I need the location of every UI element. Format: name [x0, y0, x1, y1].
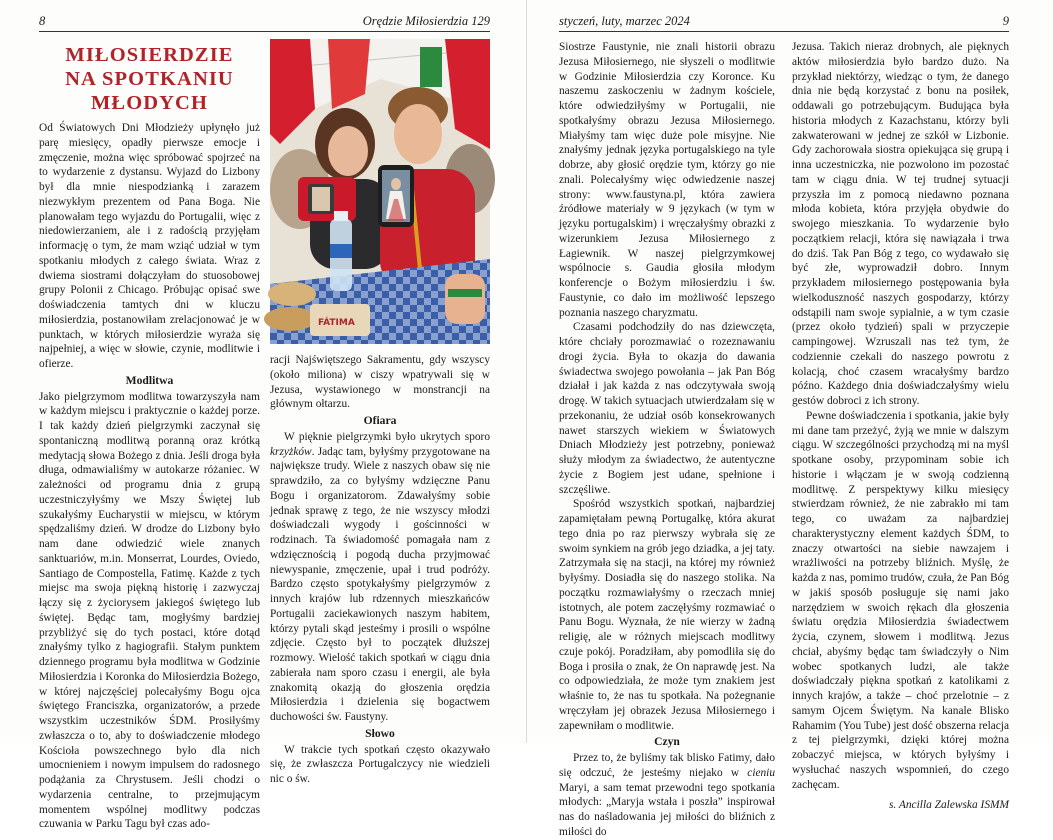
col3-paragraph-3: Spośród wszystkich spotkań, najbardziej zapamiętałam pewną Portugalkę, która akurat tego dnia po raz pierwszy wybrała się ze swoim synkiem na grób jego dziadka, a jej taty. Zatrzymała się na stacji, na której my również byłyśmy. Dosiadła się do naszego stolika. Na początku rozmawiałyśmy o rzeczach mniej istotnych, ale potem zaczęłyśmy rozmawiać o Panu Bogu. Wyznała, że nie wierzy w żadną religię, ale w różnych miejscach modlitwy czuje pokój. Poradziłam, aby pomodliła się do Boga i prosiła o znak, że On naprawdę jest. Na co odpowiedziała, że może tym znakiem jest właśnie to, że nas tu spotkała. Na pożegnanie wręczyłam jej obrazek Jezusa Miłosiernego i zapewniłam o modlitwie. — [559, 498, 776, 732]
heading-czyn: Czyn — [654, 735, 680, 749]
article-title — [39, 43, 260, 115]
col3-paragraph-2: Czasami podchodziły do nas dziewczęta, które chciały porozmawiać o rozeznawaniu drogi życia. Była to okazja do dawania świadectwa swojego powołania – jak Pan Bóg działał i jak każda z nas odczytywała swoją drogę. W takich sytuacjach utwierdzałam się w przekonaniu, że udział osób konsekrowanych nawet starszych wiekiem w Światowych Dniach Młodzieży jest potrzebny, ponieważ służy młodym za świadectwo, że autentyczne życie z Bogiem jest udane, spełnione i szczęśliwe. — [559, 321, 775, 496]
author-signature: s. Ancilla Zalewska ISMM — [888, 799, 1009, 812]
intro-paragraph: Od Światowych Dni Młodzieży upłynęło już parę miesięcy, opadły pierwsze emocje i zmęczenie, można więc spróbować spojrzeć na to wydarzenie z dystansu. Wyjazd do Lizbony był dla mnie niespodzianką i zarazem niezwykłym prezentem od Pana Boga. Nie planowałam tego wyjazdu do Portugalii, więc z niedowierzaniem, ale i z radością przyjęłam informację o tym, że mam wziąć udział w tym spotkaniu młodych z całego świata. Wraz z dwiema siostrami dołączyłam do stuosobowej grupy Polonii z Chicago. Próbując opisać swe doświadczenia tamtych dni w kluczu miłosierdzia, postanowiłam zrelacjonować je w punktach, w których miłosierdzie wyraża się najpełniej, a więc w słowie, czynie, modlitwie i ofierze. — [39, 122, 260, 370]
right-column-1 — [559, 40, 776, 838]
youth-photo — [270, 39, 490, 344]
heading-ofiara: Ofiara — [363, 414, 397, 427]
col3-paragraph-1: Siostrze Faustynie, nie znali historii obrazu Jezusa Miłosiernego, nie słyszeli o modlitwie w Godzinie Miłosierdzia czy Koronce. Ku naszemu zaskoczeniu w żadnym kościele, które odwiedziłyśmy w Portugalii, nie spotkałyśmy obrazu Jezusa Miłosiernego. Miałyśmy tam więc duże pole misyjne. Nie znałyśmy jednak języka portugalskiego na tyle dobrze, aby głosić orędzie tym, którzy go nie znali. Polecałyśmy więc odwiedzenie naszej strony: www.faustyna.pl, która zawiera źródłowe materiały w 9 językach (w tym w języku portugalskim) i wręczałyśmy obrazki z wizerunkiem Jezusa Miłosiernego z Łagiewnik. W naszej pielgrzymkowej wspólnocie s. Gaudia głosiła młodym konferencje o Bożym miłosierdziu i św. Faustynie, co dało im możliwość lepszego poznania naszego charyzmatu. — [559, 41, 775, 319]
czyn-italic: cieniu — [747, 766, 775, 779]
right-page-number: 9 — [1002, 14, 1009, 28]
left-column-2 — [270, 353, 490, 785]
czyn-lead: Przez to, że byliśmy tak blisko Fatimy, dało się odczuć, że jesteśmy niejako w — [559, 752, 775, 779]
czyn-paragraph — [559, 751, 775, 840]
girl-face — [328, 126, 368, 176]
right-page — [527, 0, 1053, 838]
ofiara-paragraph — [270, 430, 490, 725]
article-title-line2: NA SPOTKANIU MŁODYCH — [65, 68, 234, 114]
heading-modlitwa: Modlitwa — [125, 373, 174, 387]
left-column-1 — [39, 40, 260, 831]
mug-text: FÁTIMA — [318, 318, 355, 328]
right-running-head — [559, 14, 1009, 32]
article-title-line1: MIŁOSIERDZIE — [65, 44, 234, 66]
ofiara-lead: W pięknie pielgrzymki było ukrytych sporo — [284, 430, 490, 443]
right-running-title: styczeń, luty, marzec 2024 — [559, 14, 690, 28]
modlitwa-paragraph: Jako pielgrzymom modlitwa towarzyszyła nam w każdym miejscu i praktycznie o każdej porze. I tak każdy dzień pielgrzymki zaczynał się spontaniczną modlitwą poranną oraz krótką medytacją słowa Bożego z dnia. Jeśli droga była długa, odmawialiśmy w autokarze różaniec. W zależności od programu dnia z grupą uczestniczyłyśmy we Mszy Świętej lub szukałyśmy Eucharystii w miejscu, w którym spędzaliśmy dzień. W drodze do Lizbony było nam dane odwiedzić wiele znanych sanktuariów, m.in. Monserrat, Lourdes, Oviedo, Santiago de Compostella, Fatimę. Każde z tych miejsc ma swoja piękną historię i zazwyczaj łączy się z życiorysem jakiegoś świętego lub świętej. Będąc tam, mogłyśmy bardziej przybliżyć się do tych postaci, które dotąd znałyśmy tylko z hagiografii. Stałym punktem dziennego programu była modlitwa w Godzinie Miłosierdzia i Koronka do Miłosierdzia Bożego, w której najczęściej polecałyśmy Bogu ojca świętego Franciszka, organizatorów, a przede wszystkim uczestników ŚDM. Prosiłyśmy zwłaszcza o to, aby to doświadczenie młodego Kościoła powszechnego było dla nich umocnieniem i nowym impulsem do radosnego podążania za Chrystusem. Jeśli chodzi o wydarzenia centralne, to przejmującym momentem wspólnej modlitwy podczas czuwania w Parku Tagu był czas ado- — [39, 390, 260, 831]
youth-photo-illustration — [270, 39, 490, 344]
left-page — [0, 0, 526, 831]
col4-paragraph-2: Pewne doświadczenia i spotkania, jakie były mi dane tam przeżyć, żyją we mnie w dalszym ciągu. W szczególności przychodzą mi na myśl spotkane osoby, przypominam sobie ich historie i włączam je w swoją codzienną modlitwę. Z perspektywy kilku miesięcy stwierdzam również, że nie zabrakło mi tam tego, co uważam za najbardziej charakterystyczny element każdych ŚDM, to znaczy otwartości na siebie nawzajem i wrażliwości na potrzeby bliźnich. Myślę, że każda z nas, pomimo trudów, czuła, że Pan Bóg w jakiś sposób posługuje się nami jako narzędziem w swoich rękach dla głoszenia światu orędzia Miłosierdzia świadectwem życia, czynem, słowem i modlitwą. Jezus chciał, abyśmy będąc tam świadczyły o Nim wobec spotkanych ludzi, ale także doświadczały piękna spotkań z katolikami z innych krajów, a także – choć przelotnie – z samym Ojcem Świętym. Na kanale Blisko Rahamim (You Tube) jest dość obszerna relacja z tej pielgrzymki, dzięki której można zobaczyć miejsca, w których byłyśmy i wysłuchać naszych wspomnień, do czego zachęcam. — [792, 409, 1009, 791]
ofiara-rest: . Jadąc tam, byłyśmy przygotowane na największe trudy. Wiele z naszych obaw się nie sprawdziło, za co byłyśmy wdzięczne Panu Bogu i organizatorom. Zdawałyśmy sobie jednak sprawę z tego, że nie wszyscy młodzi doświadczali wygody i gościnności w rodzinach. Ta świadomość pomagała nam z wdzięcznością i pogodą ducha przyjmować niewyspanie, zmęczenie, upał i trud podróży. Bardzo często spotykałyśmy pielgrzymów z innych krajów lub rdzennych mieszkańców Portugalii zaciekawionych naszym habitem, którzy pytali skąd jesteśmy i prosili o wspólne zdjęcie. Często był to początek dłuższej rozmowy. Wielość takich spotkań w ciągu dnia zabierała nam sporo czasu i energii, ale była znakomitą okazją do głoszenia orędzia Miłosierdzia i dzielenia się bogactwem duchowości św. Faustyny. — [270, 445, 490, 723]
bread-roll — [268, 282, 316, 306]
slowo-paragraph: W trakcie tych spotkań często okazywało się, że zwłaszcza Portugalczycy nie wiedzieli nic o św. — [270, 743, 490, 785]
ofiara-italic: krzyżków — [270, 445, 312, 458]
boy-face — [394, 104, 442, 164]
czyn-mid: Maryi, a sam temat przewodni tego spotkania młodych: „Maryja wstała i poszła” inspirował nas do naśladowania jej miłości do bliźnich z miłości do — [559, 781, 775, 838]
left-running-title: Orędzie Miłosierdzia 129 — [362, 14, 490, 28]
right-column-2 — [792, 40, 1009, 812]
col4-paragraph-1: Jezusa. Takich nieraz drobnych, ale pięknych aktów miłosierdzia było bardzo dużo. Na przykład niektórzy, wiedząc o tym, że danego dnia nie będą korzystać z bonu na posiłek, oddawali go potrzebującym. Budująca była historia młodych z Kazachstanu, którzy byli zakwaterowani w jednej ze szkół w Lizbonie. Gdy zachorowała siostra opiekująca się grupą i inna uczestniczka, nie pozwolono im pozostać tam w ciągu dnia. W tej trudnej sytuacji przyszła im z pomocą niedawno poznana młoda kobieta, która przyjęła obydwie do swojego mieszkania. To wydarzenie było początkiem relacji, która się nawiązała i trwa do dziś. Tak Pan Bóg z tego, co wydawało się być złe, wyprowadził dobro. Innym przykładem miłosiernego postępowania była wielkoduszność naszych gospodarzy, którzy odstąpili nam swoje sypialnie, a w tym czasie (przez około tydzień) spali w przyczepie campingowej. Wzruszali nas też tym, że codziennie czekali do naszego powrotu z kolacją, choć czasem wracałyśmy bardzo późno. Każdego dnia doświadczałyśmy wielu gestów dobroci z ich strony. — [792, 41, 1009, 407]
left-page-number: 8 — [39, 14, 46, 28]
heading-slowo: Słowo — [365, 726, 395, 740]
left-running-head — [39, 14, 490, 32]
col2-continuation: racji Najświętszego Sakramentu, gdy wszyscy (około miliona) w ciszy wpatrywali się w Jezusa, wystawionego w monstrancji na głównym ołtarzu. — [270, 354, 490, 411]
